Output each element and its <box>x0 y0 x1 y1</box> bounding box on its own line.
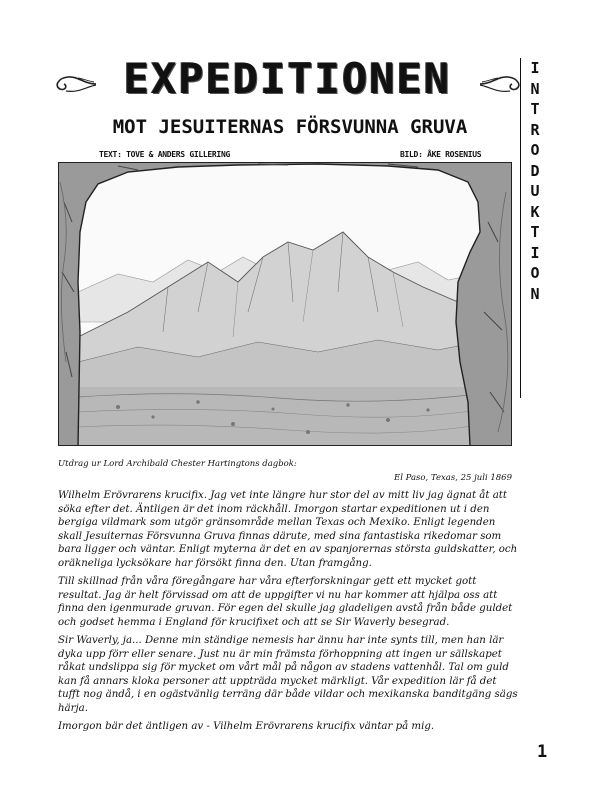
paragraph: Sir Waverly, ja... Denne min ständige nemesis har ännu har inte synts till, men han lär dyka upp förr eller senare. Just nu är min främsta förhoppning att ingen ur sällskapet råkat undslippa sig för mycket om vårt mål på någon av stadens vattenhål. Tal om guld kan få annars kloka personer att uppträda mycket märkligt. Vår expedition lär få det tufft nog ändå, i en ogästvänlig terräng där både vildar och mexikanska banditgäng sägs härja. <box>58 635 518 714</box>
diary-body <box>58 489 518 739</box>
section-tab-letter: I <box>530 59 540 77</box>
section-tab-letter: N <box>530 79 540 98</box>
section-tab-letter: R <box>530 120 540 139</box>
section-tab-letter: N <box>530 284 540 303</box>
page-title: EXPEDITIONEN <box>123 54 452 103</box>
place-date: El Paso, Texas, 25 juli 1869 <box>394 473 512 483</box>
section-tab-introduktion <box>526 58 544 304</box>
page-number: 1 <box>537 742 548 762</box>
picture-credit: BILD: ÅKE ROSENIUS <box>400 150 482 159</box>
text-credit: TEXT: TOVE & ANDERS GILLERING <box>99 150 230 159</box>
section-tab-letter: K <box>530 202 540 221</box>
section-tab-letter: I <box>530 243 540 262</box>
mountain-landscape-illustration <box>58 162 512 446</box>
paragraph: Wilhelm Erövrarens krucifix. Jag vet inte längre hur stor del av mitt liv jag ägnat åt att söka efter det. Äntligen är det inom räckhåll. Imorgon startar expeditionen ut i den bergiga vildmark som utgör gränsområde mellan Texas och Mexiko. Enligt legenden skall Jesuiternas Försvunna Gruva finnas därute, med sina fantastiska rikedomar som bara ligger och väntar. Enligt myterna är det en av spanjorernas största guldskatter, och oräkneliga lycksökare har försökt finna den. Utan framgång. <box>58 490 518 569</box>
section-tab-letter: T <box>530 100 540 118</box>
paragraph: Till skillnad från våra föregångare har våra efterforskningar gett ett mycket gott resultat. Jag är helt förvissad om att de uppgifter vi nu har kommer att hjälpa oss att finna den igenmurade gruvan. För egen del skulle jag gladeligen avstå från både guldet och godset hemma i England för krucifixet och att se Sir Waverly besegrad. <box>58 576 513 628</box>
section-tab-letter: O <box>530 141 540 159</box>
section-tab-letter: D <box>530 161 540 180</box>
section-tab-letter: O <box>530 264 540 282</box>
section-tab-letter: U <box>530 182 540 200</box>
paragraph: Imorgon bär det äntligen av - Vilhelm Erövrarens krucifix väntar på mig. <box>58 721 435 732</box>
section-divider-line <box>520 58 521 398</box>
left-flourish-ornament <box>48 72 98 96</box>
section-tab-letter: T <box>530 223 540 241</box>
page-subtitle: MOT JESUITERNAS FÖRSVUNNA GRUVA <box>112 116 468 138</box>
diary-caption: Utdrag ur Lord Archibald Chester Hartingtons dagbok: <box>58 459 297 469</box>
